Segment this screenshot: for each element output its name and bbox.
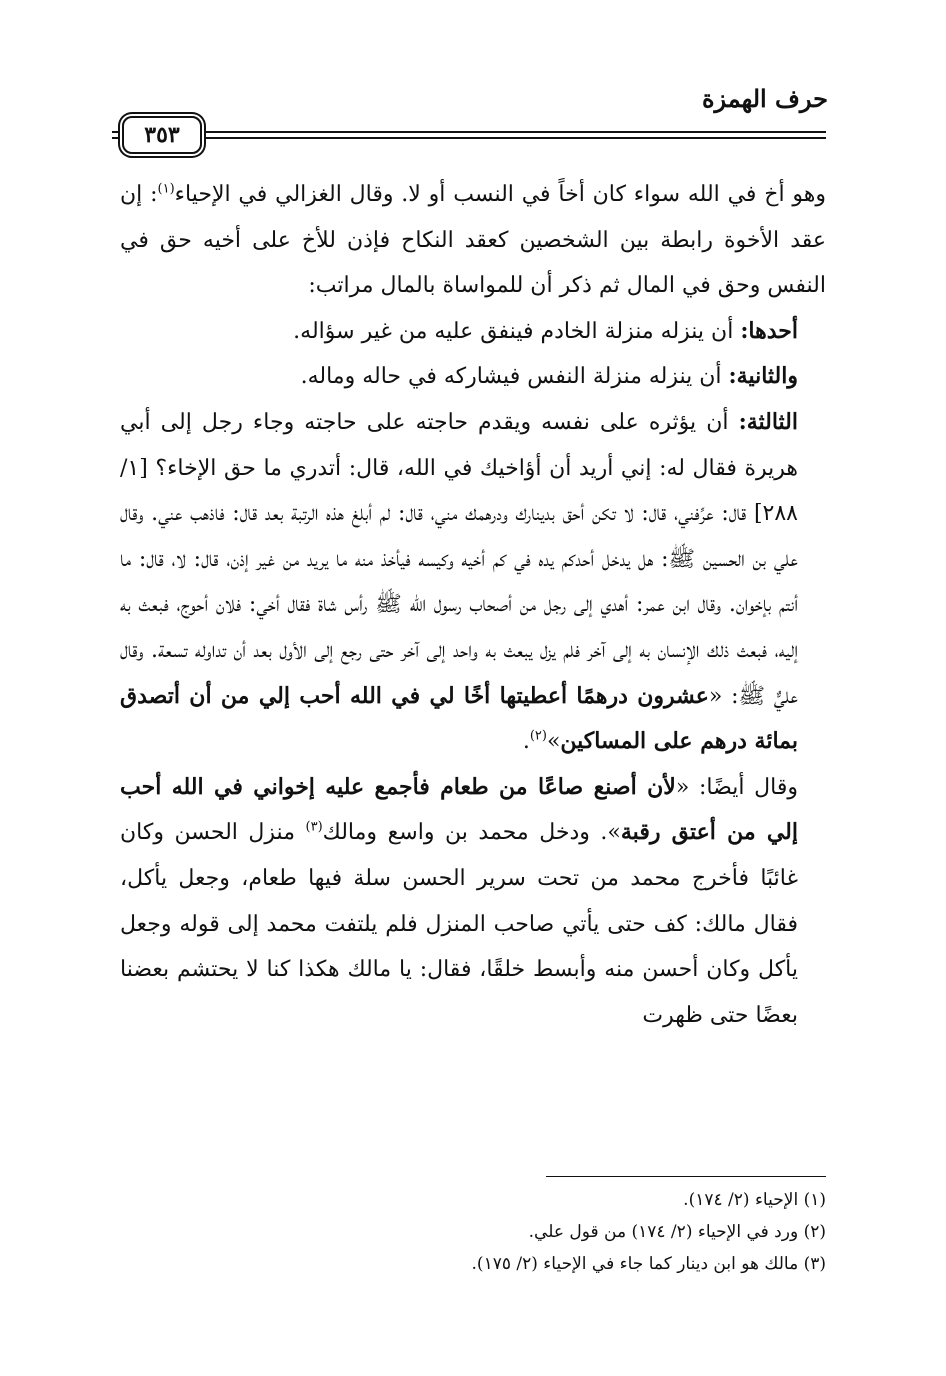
paragraph-2 [120,309,826,355]
footnote-1: (١) الإحياء (٢/ ١٧٤). [683,1190,826,1210]
running-head: حرف الهمزة [701,84,828,113]
text-run: وهو أخ في الله سواء كان أخاً في النسب أو لا. وقال الغزالي في الإحياء [174,182,826,207]
text-run: » [546,729,561,755]
quote-bold: لأن أصنع صاعًا من طعام فأجمع عليه إخواني في الله أحب إلي من أعتق رقبة [120,773,799,846]
header-rule-stub [112,131,122,139]
text-run: ». ودخل محمد بن واسع ومالك [322,820,621,846]
footnote-ref: (٣) [305,819,323,835]
label: والثانية: [728,363,798,390]
footnote-ref: (٢) [529,728,547,744]
text-run: أن ينزله منزلة الخادم فينفق عليه من غير سؤاله. [293,318,741,344]
header-rule [206,131,826,139]
label: الثالثة: [738,408,798,435]
paragraph-3 [120,354,826,400]
text-run: وقال أيضًا: « [675,774,798,800]
text-run: أن ينزله منزلة النفس فيشاركه في حاله وماله. [300,364,729,390]
text-run: : إن عقد الأخوة رابطة بين الشخصين كعقد النكاح فإذن للأخ على أخيه حق في النفس وحق في المال ثم ذكر أن للمواساة بالمال مراتب: [120,182,826,299]
page-number: ٣٥٣ [122,116,202,154]
footnote-2: (٢) ورد في الإحياء (٢/ ١٧٤) من قول علي. [528,1222,826,1242]
footnote-ref: (١) [157,181,175,197]
quote-bold: عشرون درهمًا أعطيتها أخًا لي في الله أحب إلي من أن أتصدق بمائة درهم على المساكين [120,682,798,755]
text-run: منزل الحسن وكان غائبًا فأخرج محمد من تحت سرير الحسن سلة فيها طعام، وجعل يأكل، فقال مالك: كف حتى يأتي صاحب المنزل فلم يلتفت محمد إلى قوله وجعل يأكل وكان أحسن منه وأبسط خلقًا، فقال: يا مالك هكذا كنا لا يحتشم بعضنا بعضًا حتى ظهرت [120,820,798,1028]
text-run: أن يؤثره على نفسه ويقدم حاجته على حاجته وجاء رجل إلى أبي هريرة فقال له: إني أريد أن أؤاخيك في الله، قال: أتدري ما حق الإخاء؟ [١/ ٢٨٨] قال: عرِّفني، قال: لا تكن أحق بدينارك ودرهمك مني، قال: لم أبلغ هذه الرتبة بعد قال: فاذهب عني. وقال علي بن الحسين ﷺ: هل يدخل أحدكم يده في كم أخيه وكيسه فيأخذ منه ما يريد من غير إذن، قال: لا، قال: ما أنتم بإخوان. وقال ابن عمر: أهدي إلى رجل من أصحاب رسول الله ﷺ رأس شاة فقال أخي: فلان أحوج، فبعث به إليه، فبعث ذلك الإنسان به إلى آخر فلم يزل يبعث به واحد إلى آخر حتى رجع إلى الأول بعد أن تداوله تسعة. وقال عليٌّ ﷺ: « [120,409,798,709]
footnote-separator [546,1176,826,1177]
paragraph-1 [120,172,826,309]
text-run: . [522,729,530,755]
label: أحدها: [740,317,798,344]
paragraph-4 [120,400,826,765]
footnotes [120,1184,826,1280]
footnote-3: (٣) مالك هو ابن دينار كما جاء في الإحياء (٢/ ١٧٥). [471,1254,826,1274]
paragraph-5 [120,765,826,1039]
body-text [120,172,826,1038]
